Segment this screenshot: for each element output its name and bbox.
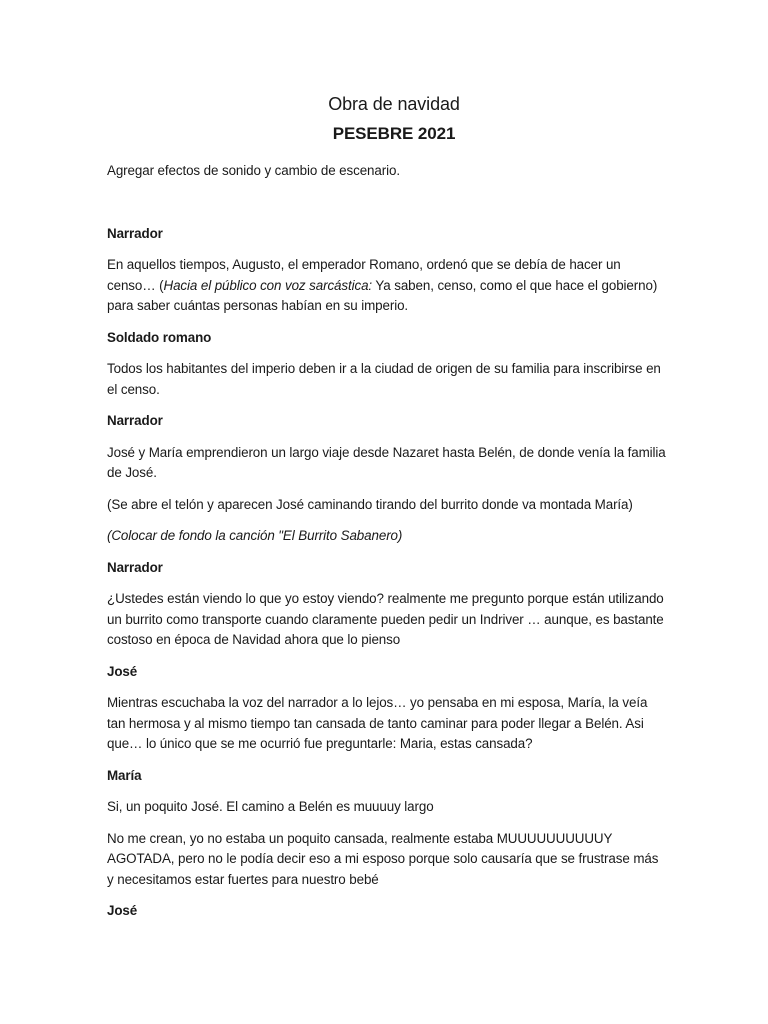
stage-direction: (Se abre el telón y aparecen José caminando tirando del burrito donde va montada María) [107,496,633,512]
music-cue: (Colocar de fondo la canción "El Burrito Sabanero) [107,528,403,543]
dialogue-paragraph: No me crean, yo no estaba un poquito cansada, realmente estaba MUUUUUUUUUUY AGOTADA, pero no le podía decir eso a mi esposo porque solo causaría que se frustrase más y necesitamos estar fuertes para nuestro bebé [107,830,659,887]
document-body [107,92,667,933]
dialogue-text: Ya saben, censo, como el que hace el gobierno) para saber cuántas personas habían en su imperio. [107,277,658,313]
stage-direction-inline: Hacia el público con voz sarcástica: [163,277,373,293]
speaker-label: María [107,767,142,783]
blank-line [107,193,667,224]
speaker-label: Narrador [107,413,163,428]
intro-note: Agregar efectos de sonido y cambio de escenario. [107,163,400,178]
document-subtitle: PESEBRE 2021 [332,124,456,143]
speaker-label: Soldado romano [107,329,212,345]
speaker-label: Narrador [107,225,163,241]
speaker-label: José [107,663,138,679]
dialogue-paragraph [107,255,667,317]
dialogue-text: En aquellos tiempos, Augusto, el emperador Romano, ordenó que se debía de hacer un censo… ( [107,257,621,293]
dialogue-paragraph: ¿Ustedes están viendo lo que yo estoy viendo? realmente me pregunto porque están utilizando un burrito como transporte cuando claramente pueden pedir un Indriver … aunque, es bastante costoso en época de Navidad ahora que lo pienso [107,591,664,647]
dialogue-paragraph: Todos los habitantes del imperio deben ir a la ciudad de origen de su familia para inscribirse en el censo. [107,361,661,397]
dialogue-paragraph: Si, un poquito José. El camino a Belén es muuuuy largo [107,799,434,814]
speaker-label: Narrador [107,559,163,575]
speaker-label: José [107,903,138,918]
dialogue-paragraph: José y María emprendieron un largo viaje desde Nazaret hasta Belén, de donde venía la familia de José. [107,444,666,480]
document-title: Obra de navidad [328,94,460,114]
dialogue-paragraph: Mientras escuchaba la voz del narrador a lo lejos… yo pensaba en mi esposa, María, la veía tan hermosa y al mismo tiempo tan cansada de tanto caminar para poder llegar a Belén. Asi que… lo único que se me ocurrió fue preguntarle: Maria, estas cansada? [107,695,648,751]
